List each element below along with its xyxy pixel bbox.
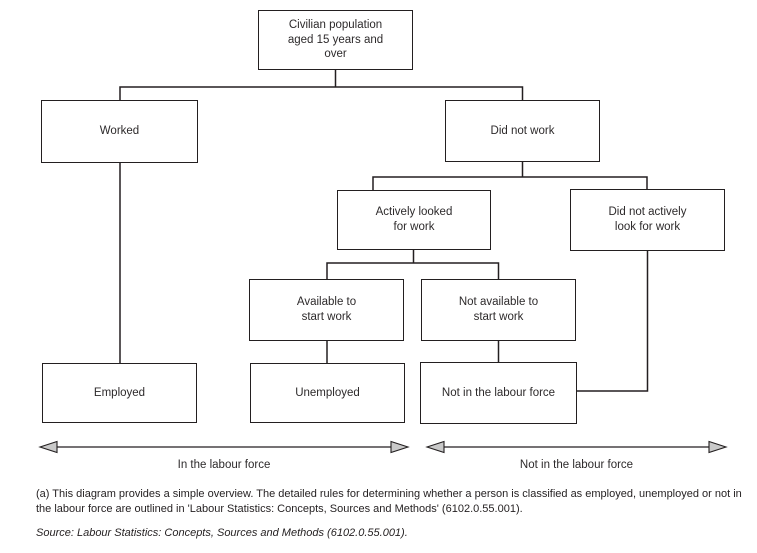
node-label: Unemployed [295, 386, 360, 399]
edge-activelylooked-to-children [327, 250, 499, 279]
source-note: Source: Labour Statistics: Concepts, Sources and Methods (6102.0.55.001). [36, 527, 408, 539]
edge-didnotactively-to-nilf [577, 251, 648, 391]
node-not-available-to-start-work [421, 279, 576, 341]
in-labour-force-label: In the labour force [177, 459, 271, 471]
node-label: Did not work [490, 124, 555, 137]
node-available-to-start-work [249, 279, 404, 341]
node-unemployed [250, 363, 405, 423]
arrowhead-left-icon [427, 442, 444, 453]
node-label: Did not actively look for work [608, 206, 687, 233]
node-label: Employed [93, 386, 146, 399]
not-in-labour-force-arrow [427, 442, 726, 453]
node-label: Not in the labour force [441, 386, 556, 399]
node-label: Worked [99, 125, 140, 138]
edge-didnotwork-to-children [373, 162, 647, 190]
node-did-not-work [445, 100, 600, 162]
edge-civilian-to-worked-didnotwork [120, 70, 523, 100]
arrowhead-left-icon [40, 442, 57, 453]
node-label: Available to start work [296, 296, 357, 323]
node-civilian-population [258, 10, 413, 70]
node-label: Not available to start work [458, 296, 539, 323]
node-label: Actively looked for work [375, 206, 453, 233]
footnote-a: (a) This diagram provides a simple overview. The detailed rules for determining whether a person is classified as employed, unemployed or not in the labour force are outlined in 'Labour Statistics: Concepts, Sources and Methods' (6102.0.55.001). [36, 488, 742, 515]
node-label: Civilian population aged 15 years and over [287, 19, 384, 61]
node-did-not-actively-look-for-work [570, 189, 725, 251]
node-employed [42, 363, 197, 423]
arrowhead-right-icon [391, 442, 408, 453]
node-actively-looked-for-work [337, 190, 491, 250]
arrowhead-right-icon [709, 442, 726, 453]
node-worked [41, 100, 198, 163]
node-not-in-the-labour-force [420, 362, 577, 424]
in-labour-force-arrow [40, 442, 408, 453]
not-in-labour-force-label: Not in the labour force [519, 459, 634, 471]
